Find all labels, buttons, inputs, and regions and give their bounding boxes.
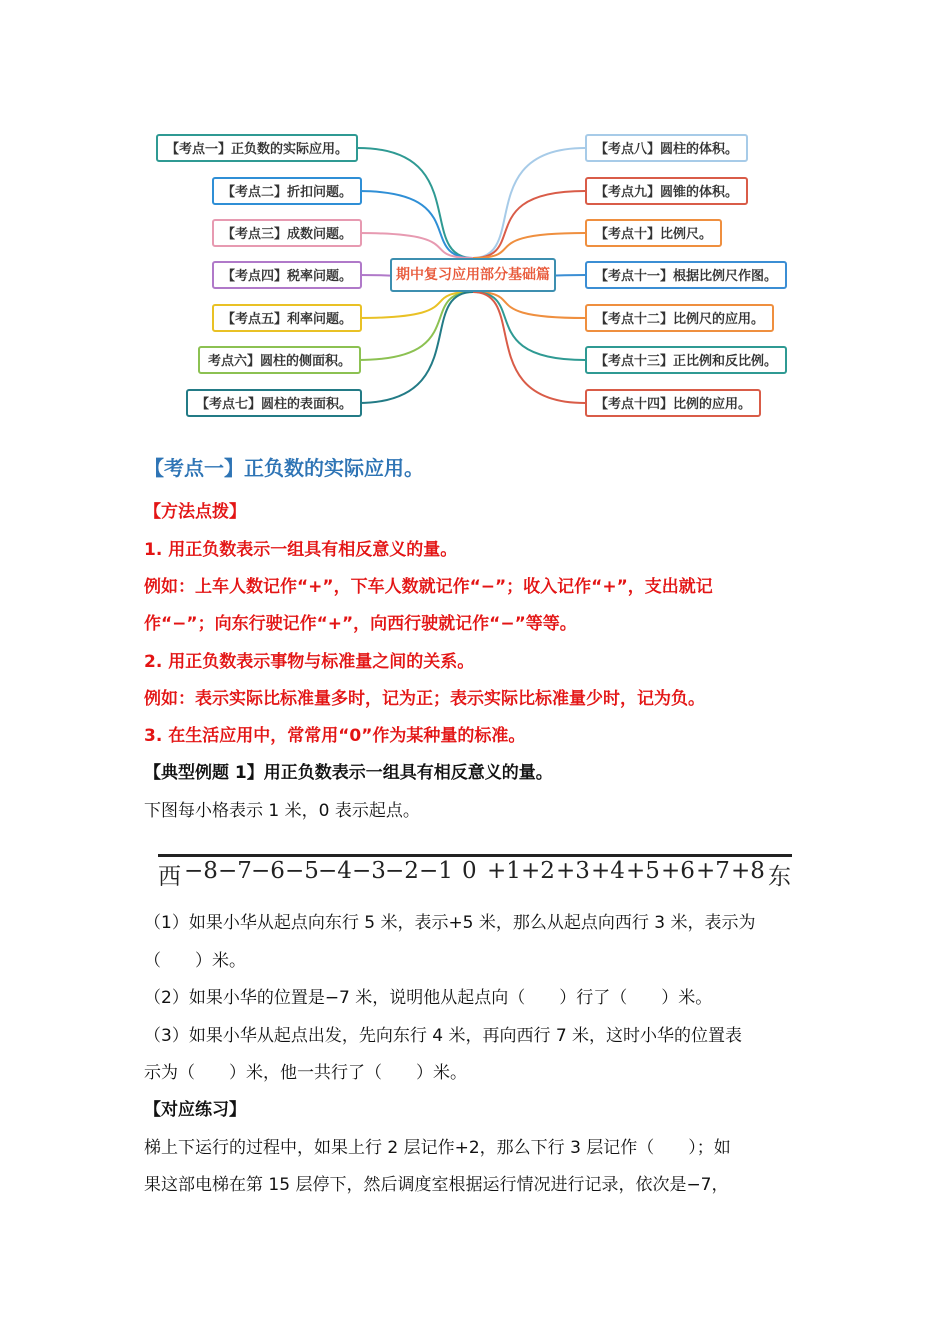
number-line-labels [158, 858, 792, 892]
number-line-east: 东 [768, 864, 791, 890]
mindmap-node-right-12: 【考点十二】比例尺的应用。 [585, 304, 774, 332]
mindmap-node-left-2: 【考点二】折扣问题。 [212, 177, 362, 205]
practice-heading: 【对应练习】 [144, 1100, 246, 1120]
mindmap-connector-left [358, 191, 473, 258]
practice-line-2: 果这部电梯在第 15 层停下，然后调度室根据运行情况进行记录，依次是−7， [144, 1175, 729, 1195]
method-line-1: 1. 用正负数表示一组具有相反意义的量。 [144, 540, 458, 560]
mindmap [0, 0, 950, 430]
mindmap-connector-right [473, 292, 585, 403]
mindmap-connectors [0, 0, 950, 430]
mindmap-node-left-4: 【考点四】税率问题。 [212, 261, 362, 289]
number-line-tick: +8 [731, 858, 765, 884]
number-line-tick: −5 [285, 858, 319, 884]
question-2: （2）如果小华的位置是−7 米，说明他从起点向（ ）行了（ ）米。 [144, 988, 713, 1008]
number-line-tick: 0 [462, 858, 477, 884]
mindmap-node-left-7: 【考点七】圆柱的表面积。 [186, 389, 362, 417]
number-line-tick: −2 [385, 858, 419, 884]
section-title: 【考点一】正负数的实际应用。 [144, 456, 424, 480]
mindmap-connector-left [358, 292, 473, 403]
method-line-2: 例如：上车人数记作“+”，下车人数就记作“−”；收入记作“+”，支出就记 [144, 577, 713, 597]
method-line-3: 作“−”；向东行驶记作“+”，向西行驶就记作“−”等等。 [144, 614, 577, 634]
mindmap-connector-left [358, 292, 473, 360]
mindmap-node-right-14: 【考点十四】比例的应用。 [585, 389, 761, 417]
mindmap-connector-left [358, 148, 473, 258]
number-line-tick: +1 [487, 858, 521, 884]
mindmap-center-node: 期中复习应用部分基础篇 [390, 258, 556, 292]
number-line-tick: +5 [626, 858, 660, 884]
question-1-line-2: （ ）米。 [144, 951, 246, 971]
number-line-tick: +7 [696, 858, 730, 884]
question-3-line-2: 示为（ ）米，他一共行了（ ）米。 [144, 1063, 467, 1083]
number-line-west: 西 [158, 864, 181, 890]
mindmap-node-right-9: 【考点九】圆锥的体积。 [585, 177, 748, 205]
mindmap-node-left-5: 【考点五】利率问题。 [212, 304, 362, 332]
number-line-tick: −6 [251, 858, 285, 884]
question-1-line-1: （1）如果小华从起点向东行 5 米，表示+5 米，那么从起点向西行 3 米，表示为 [144, 913, 756, 933]
mindmap-connector-right [473, 191, 585, 258]
method-line-4: 2. 用正负数表示事物与标准量之间的关系。 [144, 652, 475, 672]
practice-line-1: 梯上下运行的过程中，如果上行 2 层记作+2，那么下行 3 层记作（ ）；如 [144, 1138, 731, 1158]
number-line-axis [158, 854, 792, 857]
number-line-tick: −8 [184, 858, 218, 884]
example-intro: 下图每小格表示 1 米，0 表示起点。 [144, 801, 420, 821]
number-line-tick: −4 [318, 858, 352, 884]
mindmap-node-left-6: 考点六】圆柱的侧面积。 [198, 346, 361, 374]
method-line-6: 3. 在生活应用中，常常用“0”作为某种量的标准。 [144, 726, 526, 746]
mindmap-node-right-11: 【考点十一】根据比例尺作图。 [585, 261, 787, 289]
mindmap-connector-right [473, 148, 585, 258]
number-line [158, 848, 792, 892]
number-line-tick: −7 [218, 858, 252, 884]
method-heading: 【方法点拨】 [144, 502, 246, 522]
number-line-tick: +2 [521, 858, 555, 884]
number-line-tick: +3 [556, 858, 590, 884]
mindmap-node-left-1: 【考点一】正负数的实际应用。 [156, 134, 358, 162]
number-line-tick: +4 [591, 858, 625, 884]
number-line-tick: −1 [419, 858, 453, 884]
mindmap-node-right-13: 【考点十三】正比例和反比例。 [585, 346, 787, 374]
mindmap-connector-right [473, 292, 585, 360]
mindmap-node-right-8: 【考点八】圆柱的体积。 [585, 134, 748, 162]
question-3-line-1: （3）如果小华从起点出发，先向东行 4 米，再向西行 7 米，这时小华的位置表 [144, 1026, 743, 1046]
number-line-tick: +6 [661, 858, 695, 884]
method-line-5: 例如：表示实际比标准量多时，记为正；表示实际比标准量少时，记为负。 [144, 689, 705, 709]
example-heading: 【典型例题 1】用正负数表示一组具有相反意义的量。 [144, 763, 553, 783]
mindmap-node-left-3: 【考点三】成数问题。 [212, 219, 362, 247]
number-line-tick: −3 [352, 858, 386, 884]
mindmap-node-right-10: 【考点十】比例尺。 [585, 219, 722, 247]
